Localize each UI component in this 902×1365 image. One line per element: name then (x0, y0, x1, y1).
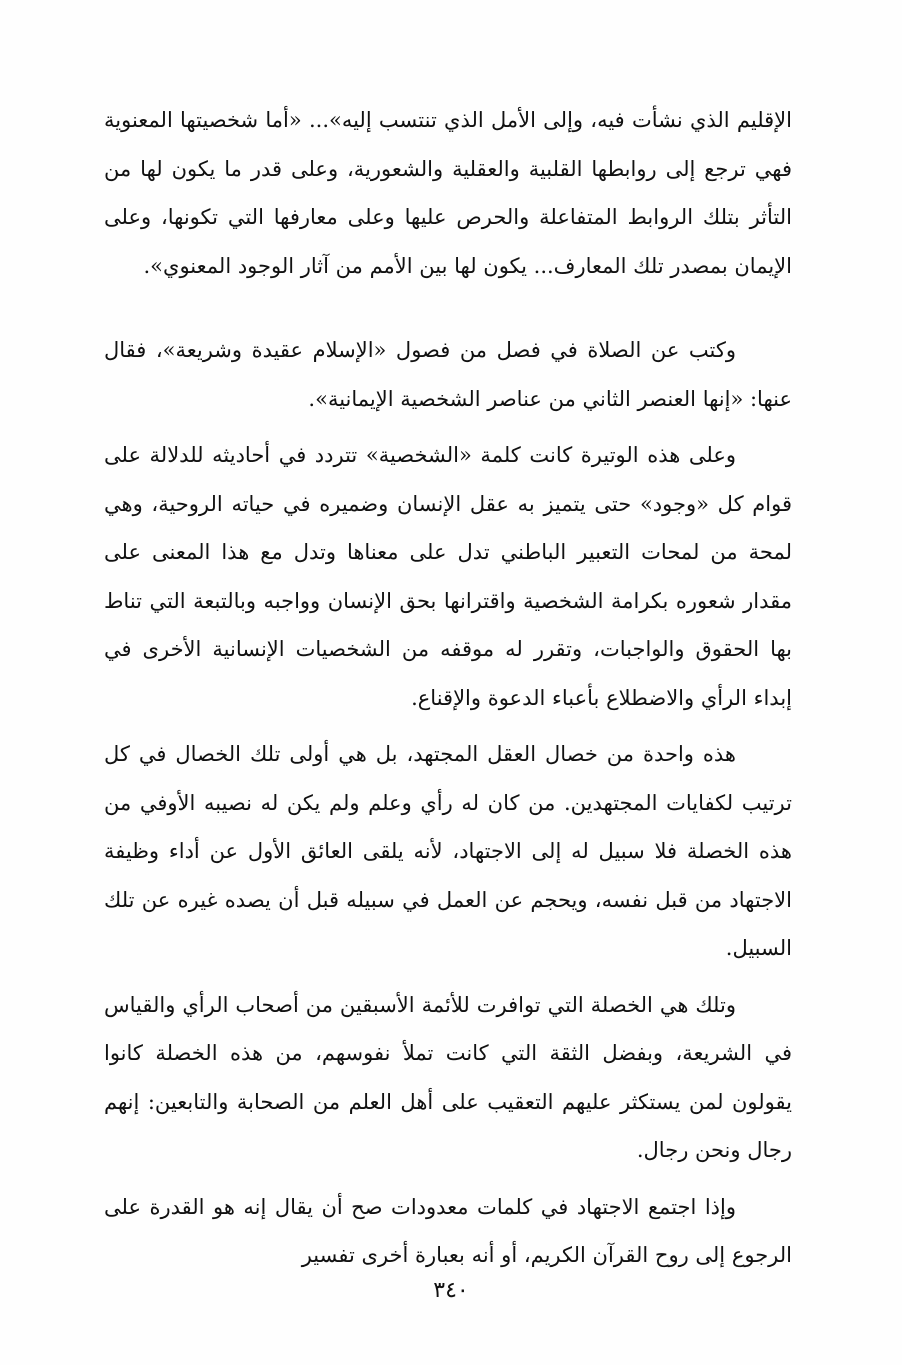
paragraph-prayer: وكتب عن الصلاة في فصل من فصول «الإسلام عقيدة وشريعة»، فقال عنها: «إنها العنصر الثاني من عناصر الشخصية الإيمانية». (104, 338, 792, 411)
page-number: ٣٤٠ (433, 1278, 469, 1303)
page-body (104, 96, 792, 1280)
paragraph-imams: وتلك هي الخصلة التي توافرت للأئمة الأسبقين من أصحاب الرأي والقياس في الشريعة، وبفضل الثقة التي كانت تملأ نفوسهم، من هذه الخصلة كانوا يقولون لمن يستكثر عليهم التعقيب على أهل العلم من الصحابة والتابعين: إنهم رجال ونحن رجال. (104, 992, 792, 1162)
paragraph-ijtihad-definition: وإذا اجتمع الاجتهاد في كلمات معدودات صح أن يقال إنه هو القدرة على الرجوع إلى روح القرآن الكريم، أو أنه بعبارة أخرى تفسير (104, 1194, 792, 1267)
paragraph-ijtihad-trait: هذه واحدة من خصال العقل المجتهد، بل هي أولى تلك الخصال في كل ترتيب لكفايات المجتهدين. من كان له رأي وعلم ولم يكن له نصيبه الأوفي من هذه الخصلة فلا سبيل له إلى الاجتهاد، لأنه يلقى العائق الأول عن أداء وظيفة الاجتهاد من قبل نفسه، ويحجم عن العمل في سبيله قبل أن يصده غيره عن تلك السبيل. (104, 742, 792, 960)
paragraph-continuation: الإقليم الذي نشأت فيه، وإلى الأمل الذي تنتسب إليه»... «أما شخصيتها المعنوية فهي ترجع إلى روابطها القلبية والعقلية والشعورية، وعلى قدر ما يكون لها من التأثر بتلك الروابط المتفاعلة والحرص عليها وعلى معارفها التي تكونها، وعلى الإيمان بمصدر تلك المعارف... يكون لها بين الأمم من آثار الوجود المعنوي». (104, 108, 792, 278)
paragraph-personality: وعلى هذه الوتيرة كانت كلمة «الشخصية» تتردد في أحاديثه للدلالة على قوام كل «وجود» حتى يتميز به عقل الإنسان وضميره في حياته الروحية، وهي لمحة من لمحات التعبير الباطني تدل على معناها وتدل مع هذا المعنى على مقدار شعوره بكرامة الشخصية واقترانها بحق الإنسان وواجبه وبالتبعة التي تناط بها الحقوق والواجبات، وتقرر له موقفه من الشخصيات الإنسانية الأخرى في إبداء الرأي والاضطلاع بأعباء الدعوة والإقناع. (104, 443, 792, 710)
